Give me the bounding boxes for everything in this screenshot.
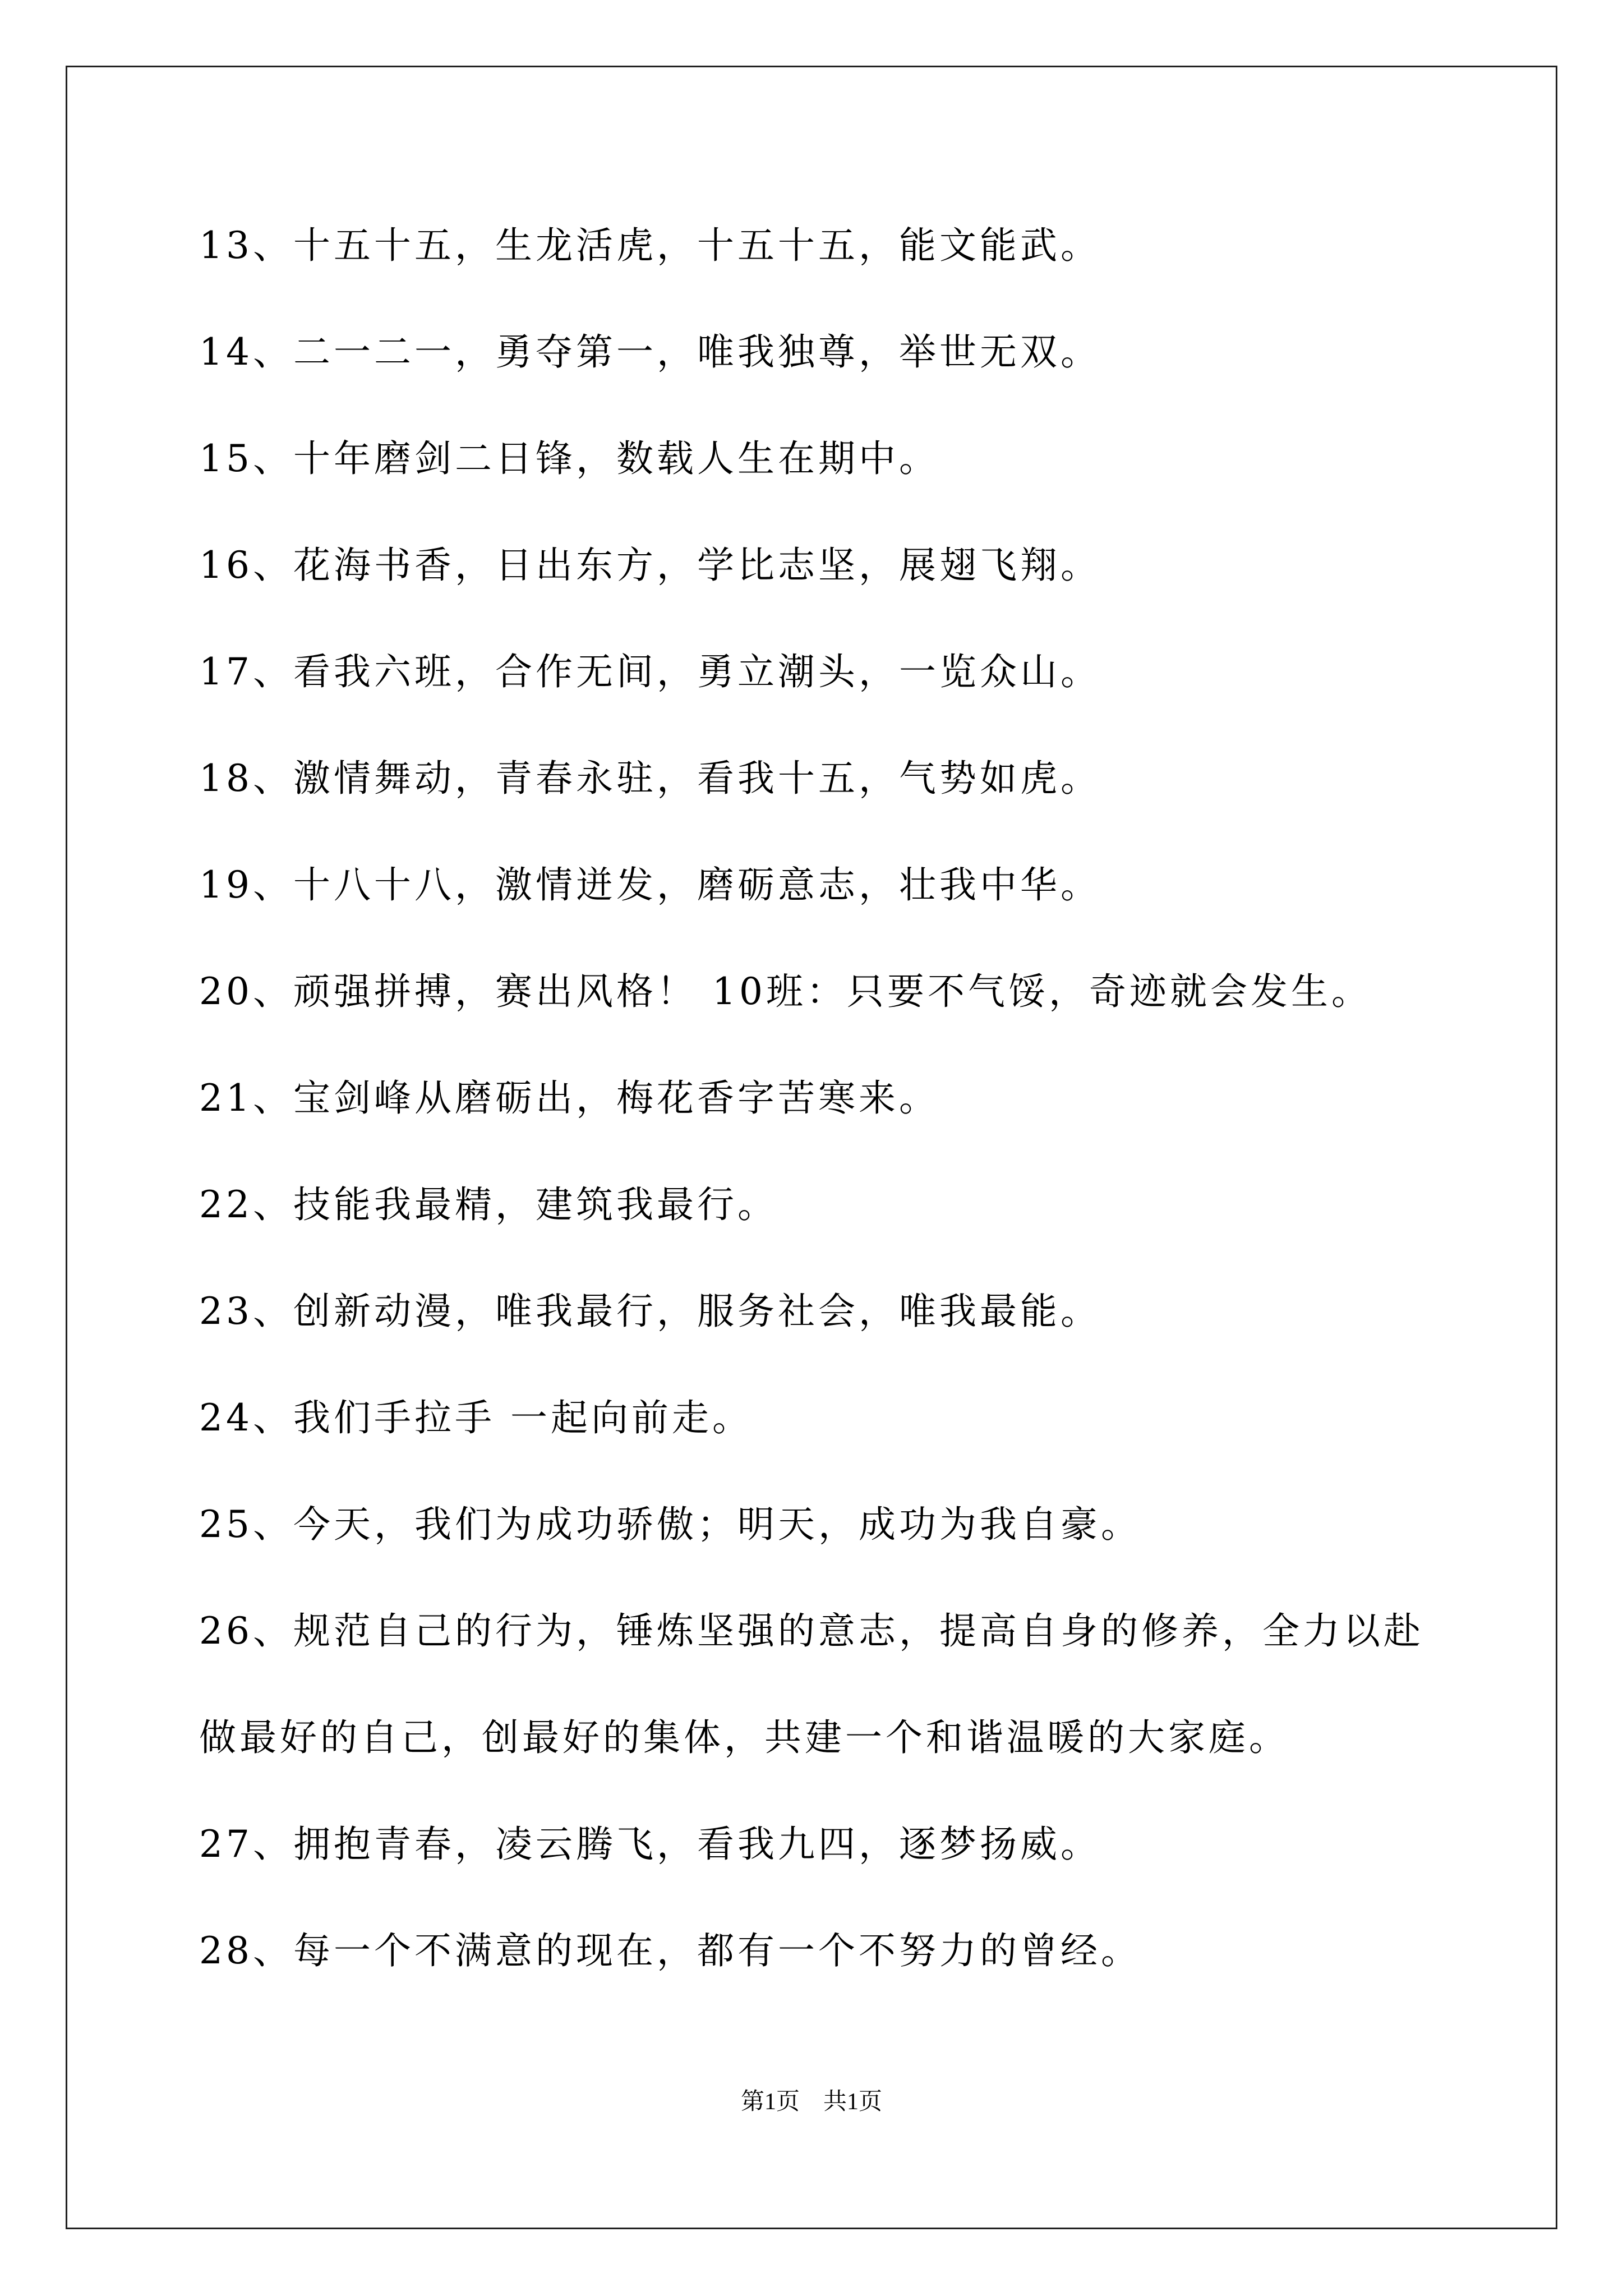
text-line: 21、宝剑峰从磨砺出，梅花香字苦寒来。 [199, 1076, 939, 1120]
text-line: 28、每一个不满意的现在，都有一个不努力的曾经。 [199, 1929, 1141, 1972]
page-footer: 第1页 共1页 [740, 2089, 882, 2115]
text-line: 14、二一二一，勇夺第一，唯我独尊，举世无双。 [199, 330, 1101, 374]
text-line: 17、看我六班，合作无间，勇立潮头，一览众山。 [199, 650, 1101, 693]
text-line: 13、十五十五，生龙活虎，十五十五，能文能武。 [199, 224, 1101, 267]
text-line: 19、十八十八，激情迸发，磨砺意志，壮我中华。 [199, 863, 1101, 907]
text-line: 24、我们手拉手 一起向前走。 [199, 1396, 753, 1439]
text-line: 18、激情舞动，青春永驻，看我十五，气势如虎。 [199, 757, 1101, 800]
text-line: 25、今天，我们为成功骄傲；明天，成功为我自豪。 [199, 1503, 1141, 1546]
text-line: 20、顽强拼搏，赛出风格！ 10班：只要不气馁，奇迹就会发生。 [199, 970, 1372, 1013]
text-line: 27、拥抱青春，凌云腾飞，看我九四，逐梦扬威。 [199, 1823, 1101, 1866]
text-line: 16、花海书香，日出东方，学比志坚，展翅飞翔。 [199, 544, 1101, 587]
page-border [66, 66, 1557, 2229]
text-line: 15、十年磨剑二日锋，数载人生在期中。 [199, 437, 939, 480]
text-line: 26、规范自己的行为，锤炼坚强的意志，提高自身的修养，全力以赴 [199, 1609, 1424, 1653]
text-line: 22、技能我最精，建筑我最行。 [199, 1183, 778, 1226]
text-line: 23、创新动漫，唯我最行，服务社会，唯我最能。 [199, 1290, 1101, 1333]
text-line: 做最好的自己，创最好的集体，共建一个和谐温暖的大家庭。 [199, 1716, 1289, 1759]
